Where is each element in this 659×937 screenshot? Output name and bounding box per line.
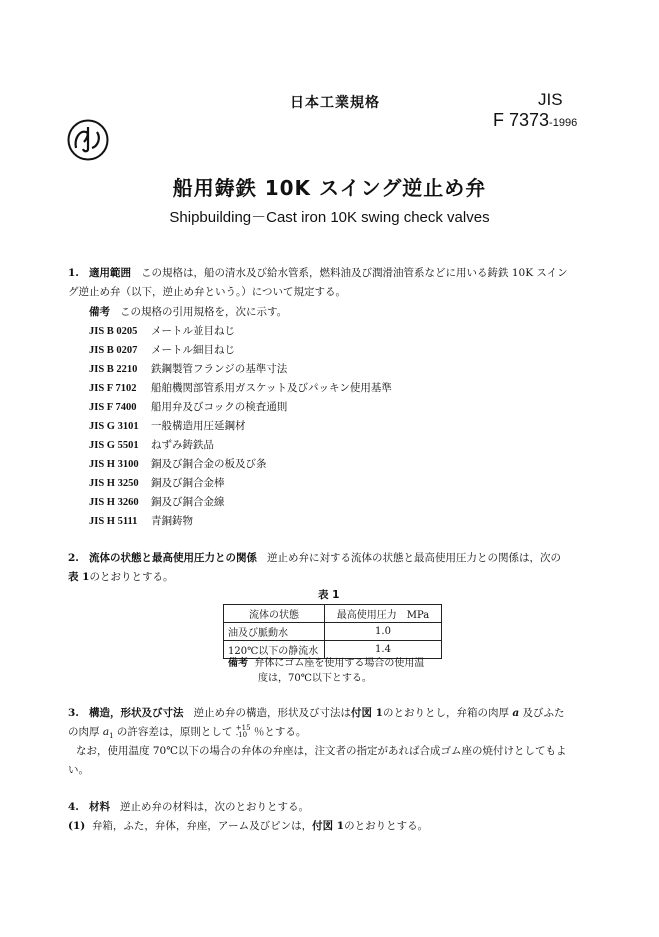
standard-row [89, 495, 225, 510]
standard-title: 船用弁及びコックの検査通則 [151, 401, 288, 413]
standard-row [89, 324, 235, 339]
standard-code: JIS B 0207 [89, 345, 138, 356]
standard-code: JIS H 3260 [89, 497, 139, 508]
jis-logo-icon [66, 118, 110, 162]
table-1-caption: 表 1 [318, 589, 340, 601]
section-2-line-2 [68, 570, 173, 584]
section-3-text-2d: ％とする。 [253, 726, 307, 738]
title-ja: 船用鋳鉄 10K スイング逆止め弁 [172, 176, 487, 200]
section-3-line-2 [68, 725, 306, 743]
section-3-heading: 構造，形状及び寸法 [88, 707, 184, 719]
table-1-note-text-1: 弁体にゴム座を使用する場合の使用温 [254, 658, 425, 669]
symbol-a: a [512, 707, 520, 719]
standard-row [89, 400, 287, 415]
tolerance [236, 725, 251, 739]
table-1-note [228, 657, 424, 671]
symbol-a1-subscript: 1 [109, 732, 114, 741]
tolerance-minus: -10 [235, 731, 248, 739]
standard-code: JIS B 2210 [89, 364, 138, 375]
standard-title: メートル並目ねじ [151, 325, 235, 337]
table-row [224, 623, 442, 641]
standard-title: 銅及び銅合金線 [151, 496, 225, 508]
table-cell: 1.0 [325, 623, 442, 641]
standard-row [89, 438, 214, 453]
standard-code: JIS B 0205 [89, 326, 138, 337]
standard-row [89, 362, 287, 377]
jis-number-main: F 7373 [493, 110, 550, 130]
standard-code: JIS H 3100 [89, 459, 139, 470]
table-ref: 表 1 [68, 571, 90, 583]
standard-title: 一般構造用圧延鋼材 [151, 420, 246, 432]
table-1 [223, 604, 442, 659]
section-1-num: 1. [68, 267, 79, 279]
section-3-text-4: い。 [68, 764, 89, 776]
section-1-heading: 適用範囲 [88, 267, 131, 279]
standard-code: JIS H 5111 [89, 516, 138, 527]
tolerance-plus: +15 [235, 724, 251, 732]
section-3-text-1e: 及びふた [522, 707, 565, 719]
table-header-cell: 流体の状態 [224, 605, 325, 623]
standard-title: 青銅鋳物 [151, 515, 193, 527]
jis-number [493, 110, 577, 131]
section-2-text-1: 逆止め弁に対する流体の状態と最高使用圧力との関係は，次の [267, 552, 561, 564]
section-1-line-1 [68, 266, 568, 280]
standard-code: JIS H 3250 [89, 478, 139, 489]
standard-title: メートル細目ねじ [151, 344, 235, 356]
section-4-text-1: 逆止め弁の材料は，次のとおりとする。 [120, 801, 309, 813]
section-4-item-1 [68, 819, 428, 833]
section-3-line-1 [68, 706, 564, 720]
jis-year: -1996 [549, 117, 578, 129]
section-4-num: 4. [68, 801, 79, 813]
item-number: (1) [68, 820, 86, 832]
section-3-num: 3. [68, 707, 79, 719]
section-4-line-1 [68, 800, 309, 814]
standard-code: JIS G 5501 [89, 440, 139, 451]
table-1-note-head: 備考 [228, 658, 248, 669]
item-text-c: のとおりとする。 [344, 820, 429, 832]
section-2-heading: 流体の状態と最高使用圧力との関係 [88, 552, 257, 564]
table-cell: 120℃以下の静流水 [224, 641, 325, 659]
section-3-text-1a: 逆止め弁の構造，形状及び寸法は [193, 707, 351, 719]
section-1-note-text: この規格の引用規格を，次に示す。 [120, 306, 288, 318]
standard-code: JIS F 7400 [89, 402, 137, 413]
section-1-note-head: 備考 [89, 306, 110, 318]
standard-title: 船舶機関部管系用ガスケット及びパッキン使用基準 [151, 382, 392, 394]
figure-ref: 付図 1 [312, 820, 345, 832]
section-1-text-2: グ逆止め弁（以下，逆止め弁という。）について規定する。 [68, 286, 347, 298]
item-text-a: 弁箱，ふた，弁体，弁座，アーム及びピンは， [91, 820, 313, 832]
standard-row [89, 457, 267, 472]
standard-row [89, 476, 225, 491]
standard-title: ねずみ鋳鉄品 [151, 439, 214, 451]
table-cell: 油及び脈動水 [224, 623, 325, 641]
section-1-text-1: この規格は，船の清水及び給水管系，燃料油及び潤滑油管系などに用いる鋳鉄 10K スイン [141, 267, 568, 279]
table-1-note-text-2: 度は，70℃以下とする。 [258, 673, 372, 684]
section-4-heading: 材料 [88, 801, 110, 813]
standard-row [89, 419, 246, 434]
standard-row [89, 514, 193, 529]
jis-label: JIS [538, 90, 563, 109]
title-en: Shipbuilding－Cast iron 10K swing check valves [169, 209, 490, 226]
section-2-line-1 [68, 551, 561, 565]
standard-row [89, 381, 392, 396]
table-header-row [224, 605, 442, 623]
table-cell: 1.4 [325, 641, 442, 659]
header-org: 日本工業規格 [290, 95, 380, 111]
section-2-text-2: のとおりとする。 [89, 571, 174, 583]
standard-code: JIS F 7102 [89, 383, 137, 394]
table-row [224, 641, 442, 659]
symbol-a1: a [102, 726, 110, 738]
standard-row [89, 343, 235, 358]
section-3-text-2a: の肉厚 [68, 726, 100, 738]
section-2-num: 2. [68, 552, 79, 564]
section-3-text-3: なお，使用温度 70℃以下の場合の弁体の弁座は，注文者の指定があれば合成ゴム座の焼付けとしてもよ [76, 745, 567, 757]
section-3-text-1c: のとおりとし，弁箱の肉厚 [382, 707, 509, 719]
standard-title: 鉄鋼製管フランジの基準寸法 [151, 363, 288, 375]
standard-code: JIS G 3101 [89, 421, 139, 432]
table-header-cell: 最高使用圧力 MPa [325, 605, 442, 623]
figure-ref: 付図 1 [351, 707, 383, 719]
standard-title: 銅及び銅合金の板及び条 [151, 458, 267, 470]
section-3-text-2c: の許容差は，原則として [116, 726, 233, 738]
section-1-note [89, 305, 287, 319]
standard-title: 銅及び銅合金棒 [151, 477, 225, 489]
